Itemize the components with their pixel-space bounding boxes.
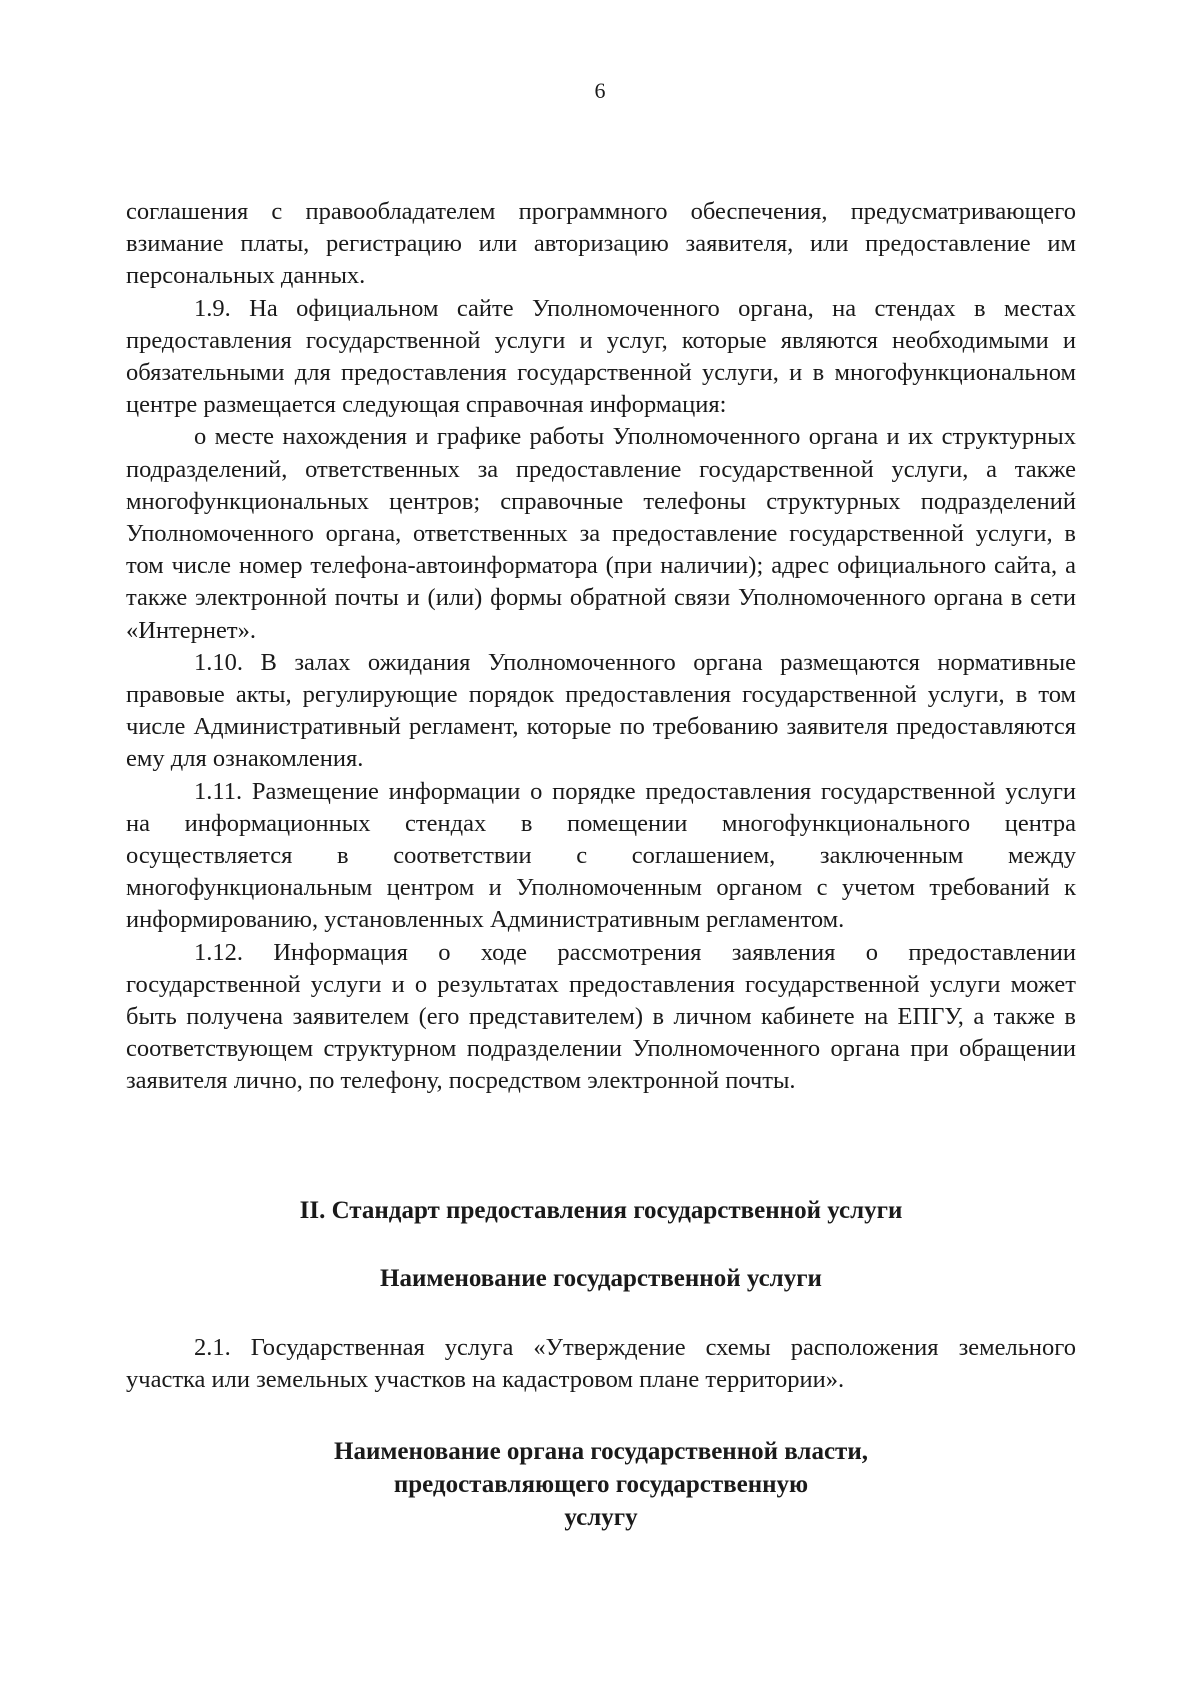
paragraph-1-12: 1.12. Информация о ходе рассмотрения заявления о предоставлении государственной услуги и о результатах предоставления государственной услуги может быть получена заявителем (его представителем) в личном кабинете на ЕПГУ, а также в соответствующем структурном подразделении Уполномоченного органа при обращении заявителя лично, по телефону, посредством электронной почты. — [126, 938, 1076, 1095]
organ-heading-line: предоставляющего государственную — [393, 1471, 809, 1498]
section-title: II. Стандарт предоставления государственной услуги — [299, 1197, 903, 1224]
subsection-title: Наименование государственной услуги — [380, 1265, 822, 1292]
paragraph-2-1-block — [126, 1332, 1076, 1396]
paragraph-continuation: соглашения с правообладателем программного обеспечения, предусматривающего взимание платы, регистрацию или авторизацию заявителя, или предоставление им персональных данных. — [126, 198, 1076, 290]
paragraph-2-1: 2.1. Государственная услуга «Утверждение схемы расположения земельного участка или земельных участков на кадастровом плане территории». — [126, 1334, 1076, 1394]
organ-heading-line: услугу — [564, 1504, 638, 1531]
organ-heading-line: Наименование органа государственной власти, — [334, 1438, 868, 1465]
body-text — [126, 196, 1076, 1098]
paragraph-1-11: 1.11. Размещение информации о порядке предоставления государственной услуги на информационных стендах в помещении многофункционального центра осуществляется в соответствии с соглашением, заключенным между многофункциональным центром и Уполномоченным органом с учетом требований к информированию, установленных Административным регламентом. — [126, 777, 1076, 934]
paragraph-1-10: 1.10. В залах ожидания Уполномоченного органа размещаются нормативные правовые акты, регулирующие порядок предоставления государственной услуги, в том числе Административный регламент, которые по требованию заявителя предоставляются ему для ознакомления. — [126, 648, 1076, 773]
page-number: 6 — [594, 78, 606, 103]
paragraph-info-list: о месте нахождения и графике работы Уполномоченного органа и их структурных подразделений, ответственных за предоставление государственной услуги, а также многофункциональных центров; справочные телефоны структурных подразделений Уполномоченного органа, ответственных за предоставление государственной услуги, в том числе номер телефона-автоинформатора (при наличии); адрес официального сайта, а также электронной почты и (или) формы обратной связи Уполномоченного органа в сети «Интернет». — [126, 423, 1076, 644]
paragraph-1-9: 1.9. На официальном сайте Уполномоченного органа, на стендах в местах предоставления государственной услуги и услуг, которые являются необходимыми и обязательными для предоставления государственной услуги, и в многофункциональном центре размещается следующая справочная информация: — [126, 294, 1076, 419]
organ-heading — [126, 1435, 1076, 1534]
